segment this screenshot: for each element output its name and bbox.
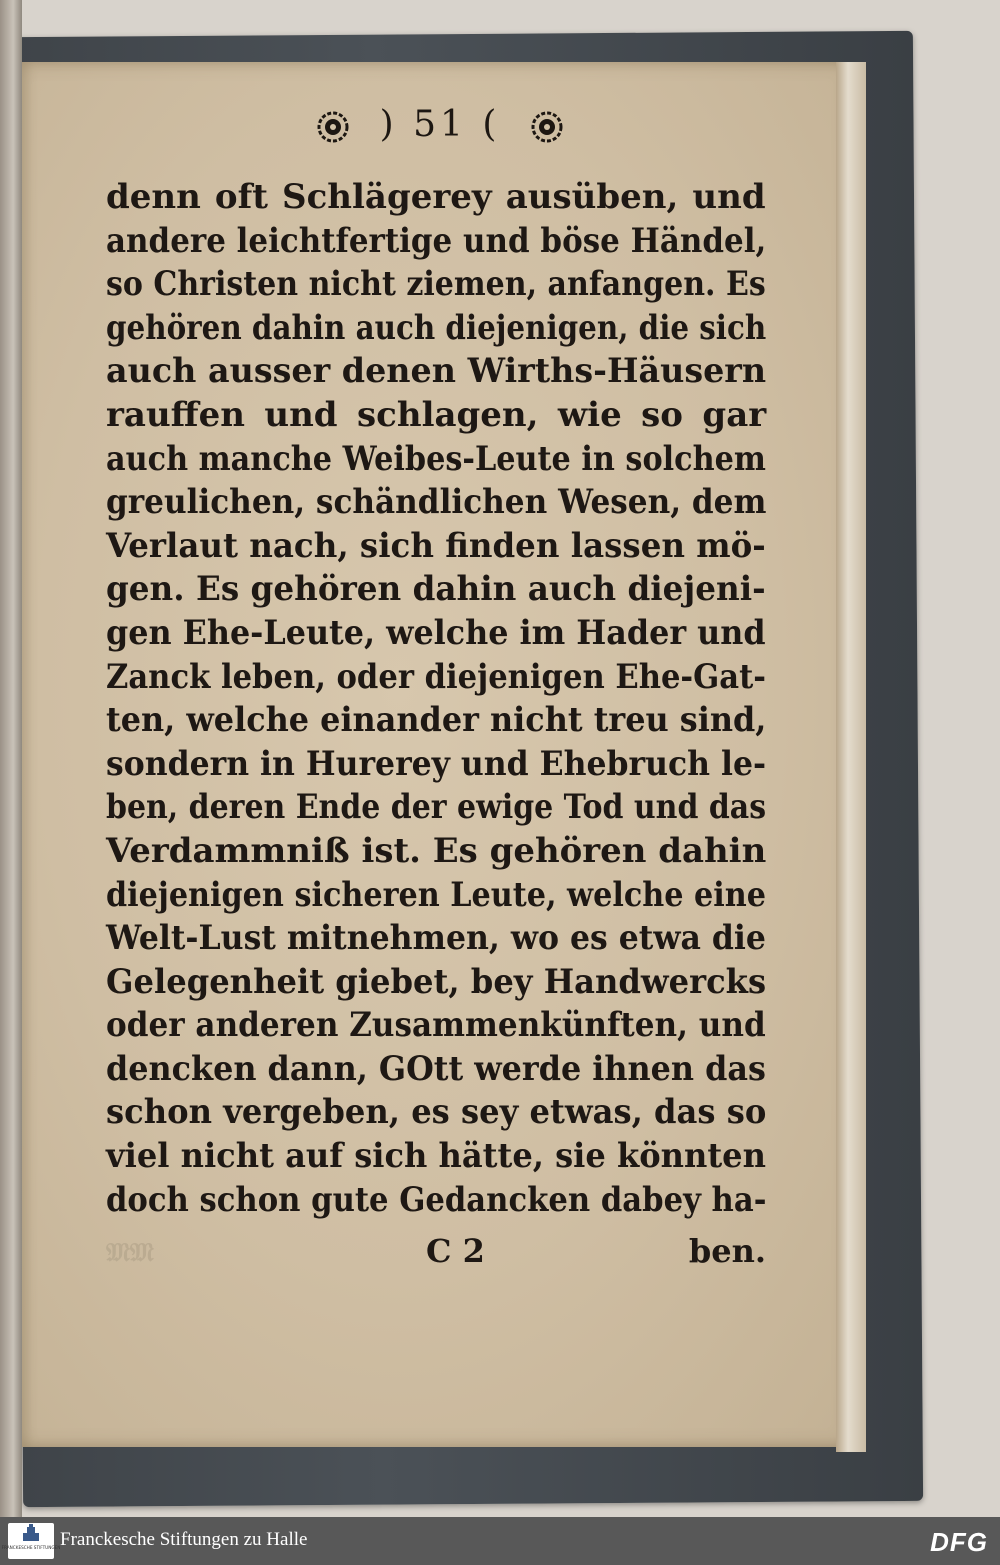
page-header xyxy=(280,104,600,145)
catchword: ben. xyxy=(688,1232,766,1270)
text-line: Verdammniß ist. Es gehören dahin xyxy=(106,830,767,871)
text-line: gen Ehe-Leute, welche im Hader und xyxy=(106,612,766,653)
institution-name[interactable]: Franckesche Stiftungen zu Halle xyxy=(60,1529,308,1550)
text-line: Verlaut nach, sich finden lassen mö- xyxy=(106,525,766,566)
text-line: Zanck leben, oder diejenigen Ehe-Gat- xyxy=(106,656,766,697)
text-line: Gelegenheit giebet, bey Handwercks xyxy=(106,961,767,1002)
page-number: ) 51 ( xyxy=(379,104,501,145)
text-line: auch ausser denen Wirths-Häusern xyxy=(106,351,767,392)
text-line: sondern in Hurerey und Ehebruch le- xyxy=(106,743,767,784)
text-line: viel nicht auf sich hätte, sie könnten xyxy=(106,1136,766,1177)
text-line: denn oft Schlägerey ausüben, und xyxy=(106,177,766,217)
text-line: dencken dann, GOtt werde ihnen das xyxy=(106,1048,766,1089)
text-line: doch schon gute Gedancken dabey ha- xyxy=(106,1179,767,1220)
franckesche-stiftungen-logo-icon[interactable] xyxy=(1,1523,61,1559)
text-line: gehören dahin auch diejenigen, die sich xyxy=(106,307,767,348)
text-line: schon vergeben, es sey etwas, das so xyxy=(106,1092,767,1133)
page-edge-fold xyxy=(836,62,866,1452)
dfg-logo[interactable]: DFG xyxy=(930,1527,988,1557)
text-line: diejenigen sicheren Leute, welche eine xyxy=(106,874,766,915)
viewer-footer xyxy=(0,1517,1000,1565)
body-text xyxy=(106,176,766,1222)
text-line: so Christen nicht ziemen, anfangen. Es xyxy=(106,264,766,305)
text-line: andere leichtfertige und böse Händel, xyxy=(106,220,767,261)
text-line: auch manche Weibes-Leute in solchem xyxy=(106,438,766,479)
text-line: gen. Es gehören dahin auch diejeni- xyxy=(106,569,766,610)
text-line: ten, welche einander nicht treu sind, xyxy=(106,700,767,741)
text-line: oder anderen Zusammenkünften, und xyxy=(106,1005,766,1046)
rosette-ornament-right-icon xyxy=(530,110,564,144)
text-line: ben, deren Ende der ewige Tod und das xyxy=(106,787,767,828)
adjacent-page-edge xyxy=(0,0,22,1517)
faint-stamp-mark: 𝔐𝔐 xyxy=(106,1238,154,1268)
text-line: rauffen und schlagen, wie so gar xyxy=(106,394,767,435)
text-line: greulichen, schändlichen Wesen, dem xyxy=(106,482,767,523)
sheet-signature: C 2 xyxy=(426,1232,485,1270)
text-line: Welt-Lust mitnehmen, wo es etwa die xyxy=(106,918,766,959)
page-footer-row xyxy=(106,1232,766,1276)
logo-label: FRANCKESCHE STIFTUNGEN xyxy=(1,1545,61,1550)
rosette-ornament-left-icon xyxy=(316,110,350,144)
